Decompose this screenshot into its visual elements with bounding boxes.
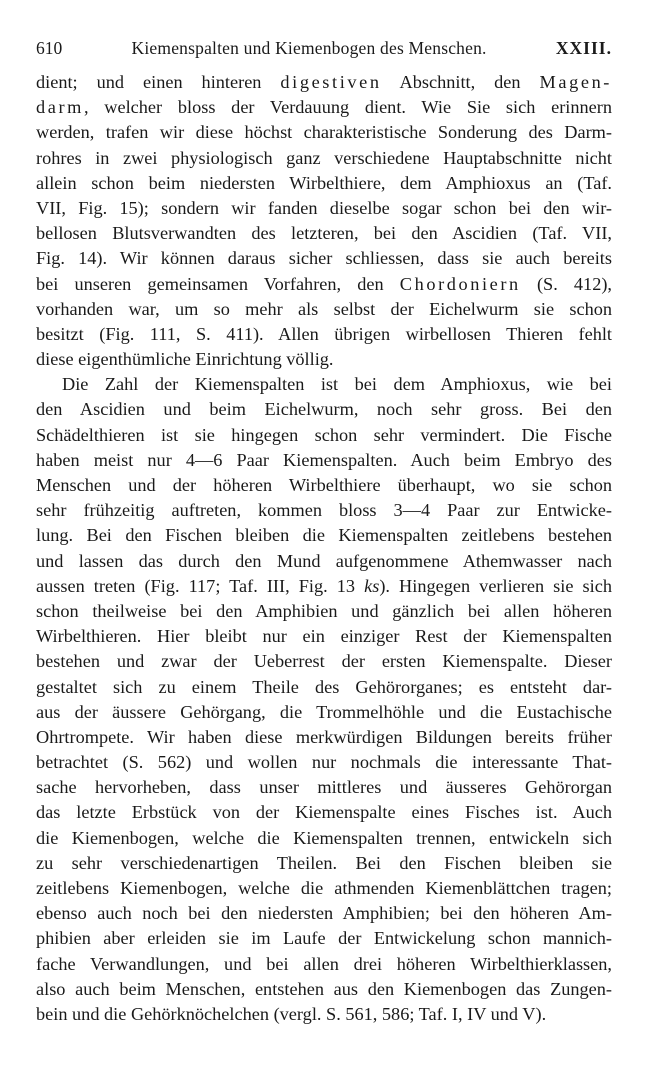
text-line [36,95,612,120]
spaced-emphasis: Magen- [539,72,612,92]
text-line [36,196,612,221]
text-line [36,952,612,977]
text-line [36,473,612,498]
text-line [36,272,612,297]
text-line [36,221,612,246]
page-number: 610 [36,38,63,58]
text-line [36,700,612,725]
text-line [36,926,612,951]
text-run: Ohrtrompete. Wir haben diese merkwürdigen Bildungen bereits früher [36,726,612,747]
paragraph [36,372,612,1027]
text-line [36,171,612,196]
text-run: schon theilweise bei den Amphibien und gänzlich bei allen höheren [36,600,612,621]
text-line [36,750,612,775]
text-run: fache Verwandlungen, und bei allen drei höheren Wirbelthierklassen, [36,953,612,974]
text-line [36,397,612,422]
text-run: Fig. 14). Wir können daraus sicher schliessen, dass sie auch bereits [36,248,612,269]
running-head [36,38,612,64]
text-run: aussen treten (Fig. 117; Taf. III, Fig. 13 [36,575,365,596]
italic-label: ks [364,575,380,596]
text-run: sehr frühzeitig auftreten, kommen bloss 3—4 Paar zur Entwicke- [36,500,612,521]
text-run: ). Hingegen verlieren sie sich [379,575,612,596]
text-run: VII, Fig. 15); sondern wir fanden dieselbe sogar schon bei den wir- [36,197,612,218]
text-run: lung. Bei den Fischen bleiben die Kiemenspalten zeitlebens bestehen [36,525,612,546]
text-line [36,120,612,145]
text-line [36,523,612,548]
text-run: diese eigenthümliche Einrichtung völlig. [36,349,334,370]
text-line [36,423,612,448]
text-run: Wirbelthieren. Hier bleibt nur ein einziger Rest der Kiemenspalten [36,626,612,647]
text-run: sache hervorheben, dass unser mittleres und äusseres Gehörorgan [36,777,612,798]
text-line [36,800,612,825]
text-line [36,448,612,473]
text-run: betrachtet (S. 562) und wollen nur nochmals die interessante That- [36,752,612,773]
text-run: bellosen Blutsverwandten des letzteren, bei den Ascidien (Taf. VII, [36,223,612,244]
text-run: ebenso auch noch bei den niedersten Amphibien; bei den höheren Am- [36,903,612,924]
text-run: den Ascidien und beim Eichelwurm, noch sehr gross. Bei den [36,399,612,420]
running-title: Kiemenspalten und Kiemenbogen des Menschen. [131,38,487,58]
text-line [36,297,612,322]
text-line [36,574,612,599]
text-line [36,725,612,750]
text-run: das letzte Erbstück von der Kiemenspalte eines Fisches ist. Auch [36,802,612,823]
text-run: rohres in zwei physiologisch ganz verschiedene Hauptabschnitte nicht [36,147,612,168]
text-line [36,498,612,523]
text-run: also auch beim Menschen, entstehen aus den Kiemenbogen das Zungen- [36,978,612,999]
text-line [36,977,612,1002]
text-run: aus der äussere Gehörgang, die Trommelhöhle und die Eustachische [36,701,612,722]
text-line [36,876,612,901]
spaced-emphasis: digestiven [280,72,382,92]
text-run: vorhanden war, um so mehr als selbst der Eichelwurm sie schon [36,298,612,319]
text-run: (S. 412), [520,273,612,294]
text-run: die Kiemenbogen, welche die Kiemenspalten trennen, entwickeln sich [36,827,612,848]
text-line [36,901,612,926]
text-run: bestehen und zwar der Ueberrest der ersten Kiemenspalte. Dieser [36,651,612,672]
text-line [36,372,612,397]
text-run: , welcher bloss der Verdauung dient. Wie Sie sich erinnern [83,97,612,118]
text-run: und lassen das durch den Mund aufgenommene Athemwasser nach [36,550,612,571]
text-line [36,347,612,372]
text-line [36,649,612,674]
text-run: bei unseren gemeinsamen Vorfahren, den [36,273,400,294]
text-run: gestaltet sich zu einem Theile des Gehörorganes; es entsteht dar- [36,676,612,697]
text-line [36,70,612,95]
spaced-emphasis: Chordoniern [399,273,521,294]
text-run: Die Zahl der Kiemenspalten ist bei dem Amphioxus, wie bei [62,374,612,395]
paragraph [36,70,612,372]
text-line [36,599,612,624]
text-run: zu sehr verschiedenartigen Theilen. Bei den Fischen bleiben sie [36,852,612,873]
text-line [36,775,612,800]
text-line [36,624,612,649]
text-run: Abschnitt, den [381,72,540,92]
text-run: Schädelthieren ist sie hingegen schon sehr vermindert. Die Fische [36,424,612,445]
chapter-number: XXIII. [555,38,612,58]
spaced-emphasis: darm [36,97,84,118]
text-run: zeitlebens Kiemenbogen, welche die athmenden Kiemenblättchen tragen; [36,878,612,898]
text-run: Menschen und der höheren Wirbelthiere überhaupt, wo sie schon [36,475,612,495]
text-line [36,851,612,876]
text-run: besitzt (Fig. 111, S. 411). Allen übrigen wirbellosen Thieren fehlt [36,323,612,344]
text-run: haben meist nur 4—6 Paar Kiemenspalten. Auch beim Embryo des [36,449,612,470]
book-page [36,38,612,1027]
text-line [36,246,612,271]
text-line [36,322,612,347]
text-run: allein schon beim niedersten Wirbelthiere, dem Amphioxus an (Taf. [36,172,612,193]
text-run: bein und die Gehörknöchelchen (vergl. S. 561, 586; Taf. I, IV und V). [36,1003,547,1024]
text-run: dient; und einen hinteren [36,72,281,92]
text-line [36,146,612,171]
text-line [36,549,612,574]
body-text [36,70,612,1027]
text-line [36,826,612,851]
text-run: phibien aber erleiden sie im Laufe der Entwickelung schon mannich- [36,928,612,949]
text-line [36,1002,612,1027]
text-run: werden, trafen wir diese höchst charakteristische Sonderung des Darm- [36,122,612,143]
text-line [36,675,612,700]
